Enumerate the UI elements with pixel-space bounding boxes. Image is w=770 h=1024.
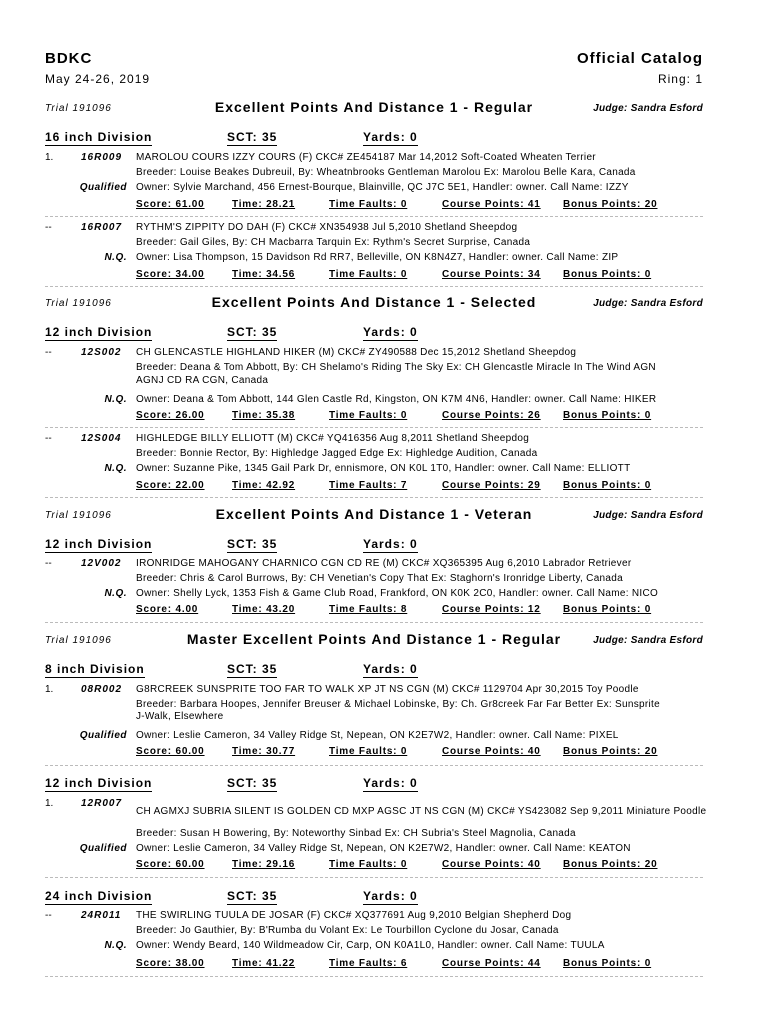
entry-time: Time: 30.77 [232,746,296,757]
entry-status: N.Q. [104,588,127,599]
entry-separator [45,497,703,498]
entry-owner-line: Owner: Sylvie Marchand, 456 Ernest-Bourque, Blainville, QC J7C 5E1, Handler: owner. Call Name: IZZY [136,182,629,193]
entry-separator [45,427,703,428]
entry-time-faults: Time Faults: 0 [329,269,408,280]
entry-place: -- [45,347,52,358]
entry-time: Time: 41.22 [232,958,296,969]
entry-course-points: Course Points: 40 [442,746,541,757]
entry-place: -- [45,222,52,233]
entry-number: 12V002 [81,558,122,569]
entry-scores [136,199,696,213]
entry [45,684,735,762]
entry-score: Score: 60.00 [136,859,205,870]
trial-title: Excellent Points And Distance 1 - Veteran [215,506,533,522]
division-yards: Yards: 0 [363,537,418,551]
division-yards: Yards: 0 [363,776,418,790]
trial-id: Trial 191096 [45,298,112,309]
entry-time: Time: 42.92 [232,480,296,491]
entry-time: Time: 28.21 [232,199,296,210]
entry-scores [136,410,696,424]
entry-separator [45,976,703,977]
trial-id: Trial 191096 [45,510,112,521]
entry [45,152,735,214]
trial-judge: Judge: Sandra Esford [593,298,703,309]
trial-header [45,294,703,312]
entry-bonus-points: Bonus Points: 20 [563,199,658,210]
entry-scores [136,604,696,618]
entry-breeder-line: Breeder: Bonnie Rector, By: Highledge Jagged Edge Ex: Highledge Audition, Canada [136,448,538,459]
division-name: 16 inch Division [45,130,153,144]
entry-separator [45,622,703,623]
division-name: 24 inch Division [45,889,153,903]
entry-status: Qualified [79,182,127,193]
entry [45,222,735,284]
entry-time-faults: Time Faults: 0 [329,410,408,421]
entry-dog-line: MAROLOU COURS IZZY COURS (F) CKC# ZE454187 Mar 14,2012 Soft-Coated Wheaten Terrier [136,152,596,163]
entry-owner-line: Owner: Leslie Cameron, 34 Valley Ridge St, Nepean, ON K2E7W2, Handler: owner. Call Name: KEATON [136,843,631,854]
entry-dog-line: G8RCREEK SUNSPRITE TOO FAR TO WALK XP JT NS CGN (M) CKC# 1129704 Apr 30,2015 Toy Poodle [136,684,639,695]
entry-dog-line: CH AGMXJ SUBRIA SILENT IS GOLDEN CD MXP AGSC JT NS CGN (M) CKC# YS423082 Sep 9,2011 Miniature Poodle [136,806,707,817]
entry-course-points: Course Points: 40 [442,859,541,870]
entry [45,347,735,425]
division-name: 12 inch Division [45,537,153,551]
entry-place: 1. [45,798,54,809]
event-dates: May 24-26, 2019 [45,72,151,86]
trial-header [45,99,703,117]
entry-score: Score: 38.00 [136,958,205,969]
division-header [45,130,703,146]
entry-time-faults: Time Faults: 8 [329,604,408,615]
entry-owner-line: Owner: Lisa Thompson, 15 Davidson Rd RR7, Belleville, ON K8N4Z7, Handler: owner. Call Name: ZIP [136,252,619,263]
entry [45,558,735,620]
entry-breeder-line-cont: AGNJ CD RA CGN, Canada [136,375,269,386]
entry-course-points: Course Points: 29 [442,480,541,491]
division-header [45,537,703,553]
entry [45,433,735,495]
entry-time-faults: Time Faults: 0 [329,199,408,210]
club-name: BDKC [45,50,93,67]
entry-dog-line: CH GLENCASTLE HIGHLAND HIKER (M) CKC# ZY490588 Dec 15,2012 Shetland Sheepdog [136,347,577,358]
trial-title: Excellent Points And Distance 1 - Selected [211,294,537,310]
entry [45,910,735,972]
entry-bonus-points: Bonus Points: 0 [563,269,652,280]
division-name: 12 inch Division [45,776,153,790]
entry-score: Score: 61.00 [136,199,205,210]
entry-owner-line: Owner: Leslie Cameron, 34 Valley Ridge St, Nepean, ON K2E7W2, Handler: owner. Call Name: PIXEL [136,730,619,741]
entry-course-points: Course Points: 26 [442,410,541,421]
entry-dog-line: THE SWIRLING TUULA DE JOSAR (F) CKC# XQ377691 Aug 9,2010 Belgian Shepherd Dog [136,910,572,921]
trial-judge: Judge: Sandra Esford [593,103,703,114]
entry-scores [136,746,696,760]
entry-owner-line: Owner: Suzanne Pike, 1345 Gail Park Dr, ennismore, ON K0L 1T0, Handler: owner. Call Name: ELLIOTT [136,463,631,474]
entry-owner-line: Owner: Shelly Lyck, 1353 Fish & Game Club Road, Frankford, ON K0K 2C0, Handler: owner. Call Name: NICO [136,588,659,599]
entry-separator [45,216,703,217]
ring-number: Ring: 1 [657,72,703,86]
entry-scores [136,958,696,972]
entry-place: -- [45,433,52,444]
division-sct: SCT: 35 [227,537,278,551]
division-sct: SCT: 35 [227,776,278,790]
entry-time-faults: Time Faults: 0 [329,746,408,757]
division-yards: Yards: 0 [363,889,418,903]
trial-id: Trial 191096 [45,635,112,646]
entry-breeder-line: Breeder: Jo Gauthier, By: B'Rumba du Volant Ex: Le Tourbillon Cyclone du Josar, Canada [136,925,559,936]
division-name: 12 inch Division [45,325,153,339]
entry-separator [45,877,703,878]
entry-bonus-points: Bonus Points: 20 [563,746,658,757]
entry-separator [45,765,703,766]
entry-course-points: Course Points: 44 [442,958,541,969]
entry-status: N.Q. [104,394,127,405]
trial-id: Trial 191096 [45,103,112,114]
entry-dog-line: IRONRIDGE MAHOGANY CHARNICO CGN CD RE (M) CKC# XQ365395 Aug 6,2010 Labrador Retriever [136,558,632,569]
entry-number: 16R009 [81,152,123,163]
entry-number: 12S002 [81,347,122,358]
entry-scores [136,269,696,283]
trial-title: Excellent Points And Distance 1 - Regular [214,99,534,115]
entry-time: Time: 35.38 [232,410,296,421]
entry-course-points: Course Points: 34 [442,269,541,280]
entry-number: 12R007 [81,798,123,809]
entry-status: Qualified [79,730,127,741]
trial-judge: Judge: Sandra Esford [593,635,703,646]
trial-judge: Judge: Sandra Esford [593,510,703,521]
entry-bonus-points: Bonus Points: 0 [563,958,652,969]
entry-time-faults: Time Faults: 0 [329,859,408,870]
entry-breeder-line-cont: J-Walk, Elsewhere [136,711,224,722]
entry-status: Qualified [79,843,127,854]
division-sct: SCT: 35 [227,325,278,339]
trial-title: Master Excellent Points And Distance 1 - Regular [186,631,562,647]
entry-status: N.Q. [104,940,127,951]
entry-time: Time: 29.16 [232,859,296,870]
entry-bonus-points: Bonus Points: 0 [563,480,652,491]
entry-place: -- [45,558,52,569]
entry-breeder-line: Breeder: Barbara Hoopes, Jennifer Breuser & Michael Lobinske, By: Ch. Gr8creek Far Far Better Ex: Sunsprite [136,699,660,710]
entry-score: Score: 22.00 [136,480,205,491]
entry-bonus-points: Bonus Points: 0 [563,410,652,421]
entry-place: 1. [45,152,54,163]
entry-breeder-line: Breeder: Chris & Carol Burrows, By: CH Venetian's Copy That Ex: Staghorn's Ironridge Liberty, Canada [136,573,623,584]
entry-number: 24R011 [81,910,122,921]
entry-score: Score: 4.00 [136,604,199,615]
trial-header [45,506,703,524]
division-yards: Yards: 0 [363,325,418,339]
entry-place: 1. [45,684,54,695]
entry-scores [136,480,696,494]
trial-header [45,631,703,649]
entry-course-points: Course Points: 12 [442,604,541,615]
entry-place: -- [45,910,52,921]
division-sct: SCT: 35 [227,662,278,676]
entry-bonus-points: Bonus Points: 20 [563,859,658,870]
entry-time: Time: 43.20 [232,604,296,615]
division-header [45,776,703,792]
entry-score: Score: 26.00 [136,410,205,421]
entry-breeder-line: Breeder: Gail Giles, By: CH Macbarra Tarquin Ex: Rythm's Secret Surprise, Canada [136,237,531,248]
entry-status: N.Q. [104,252,127,263]
entry [45,798,735,870]
entry-time: Time: 34.56 [232,269,296,280]
entry-number: 12S004 [81,433,122,444]
entry-scores [136,859,696,873]
division-header [45,662,703,678]
division-yards: Yards: 0 [363,130,418,144]
entry-breeder-line: Breeder: Susan H Bowering, By: Noteworthy Sinbad Ex: CH Subria's Steel Magnolia, Canada [136,828,576,839]
entry-status: N.Q. [104,463,127,474]
entry-separator [45,286,703,287]
division-header [45,325,703,341]
entry-owner-line: Owner: Wendy Beard, 140 Wildmeadow Cir, Carp, ON K0A1L0, Handler: owner. Call Name: TUULA [136,940,605,951]
entry-course-points: Course Points: 41 [442,199,541,210]
entry-number: 08R002 [81,684,123,695]
entry-score: Score: 60.00 [136,746,205,757]
entry-breeder-line: Breeder: Louise Beakes Dubreuil, By: Wheatnbrooks Gentleman Marolou Ex: Marolou Belle Kara, Canada [136,167,636,178]
entry-number: 16R007 [81,222,123,233]
catalog-title: Official Catalog [576,50,703,67]
division-sct: SCT: 35 [227,889,278,903]
entry-dog-line: RYTHM'S ZIPPITY DO DAH (F) CKC# XN354938 Jul 5,2010 Shetland Sheepdog [136,222,518,233]
division-yards: Yards: 0 [363,662,418,676]
entry-time-faults: Time Faults: 6 [329,958,408,969]
entry-bonus-points: Bonus Points: 0 [563,604,652,615]
division-name: 8 inch Division [45,662,145,676]
division-header [45,889,703,905]
division-sct: SCT: 35 [227,130,278,144]
entry-time-faults: Time Faults: 7 [329,480,408,491]
entry-dog-line: HIGHLEDGE BILLY ELLIOTT (M) CKC# YQ416356 Aug 8,2011 Shetland Sheepdog [136,433,530,444]
entry-breeder-line: Breeder: Deana & Tom Abbott, By: CH Shelamo's Riding The Sky Ex: CH Glencastle Miracle In The Wind AGN [136,362,656,373]
entry-owner-line: Owner: Deana & Tom Abbott, 144 Glen Castle Rd, Kingston, ON K7M 4N6, Handler: owner. Call Name: HIKER [136,394,657,405]
entry-score: Score: 34.00 [136,269,205,280]
